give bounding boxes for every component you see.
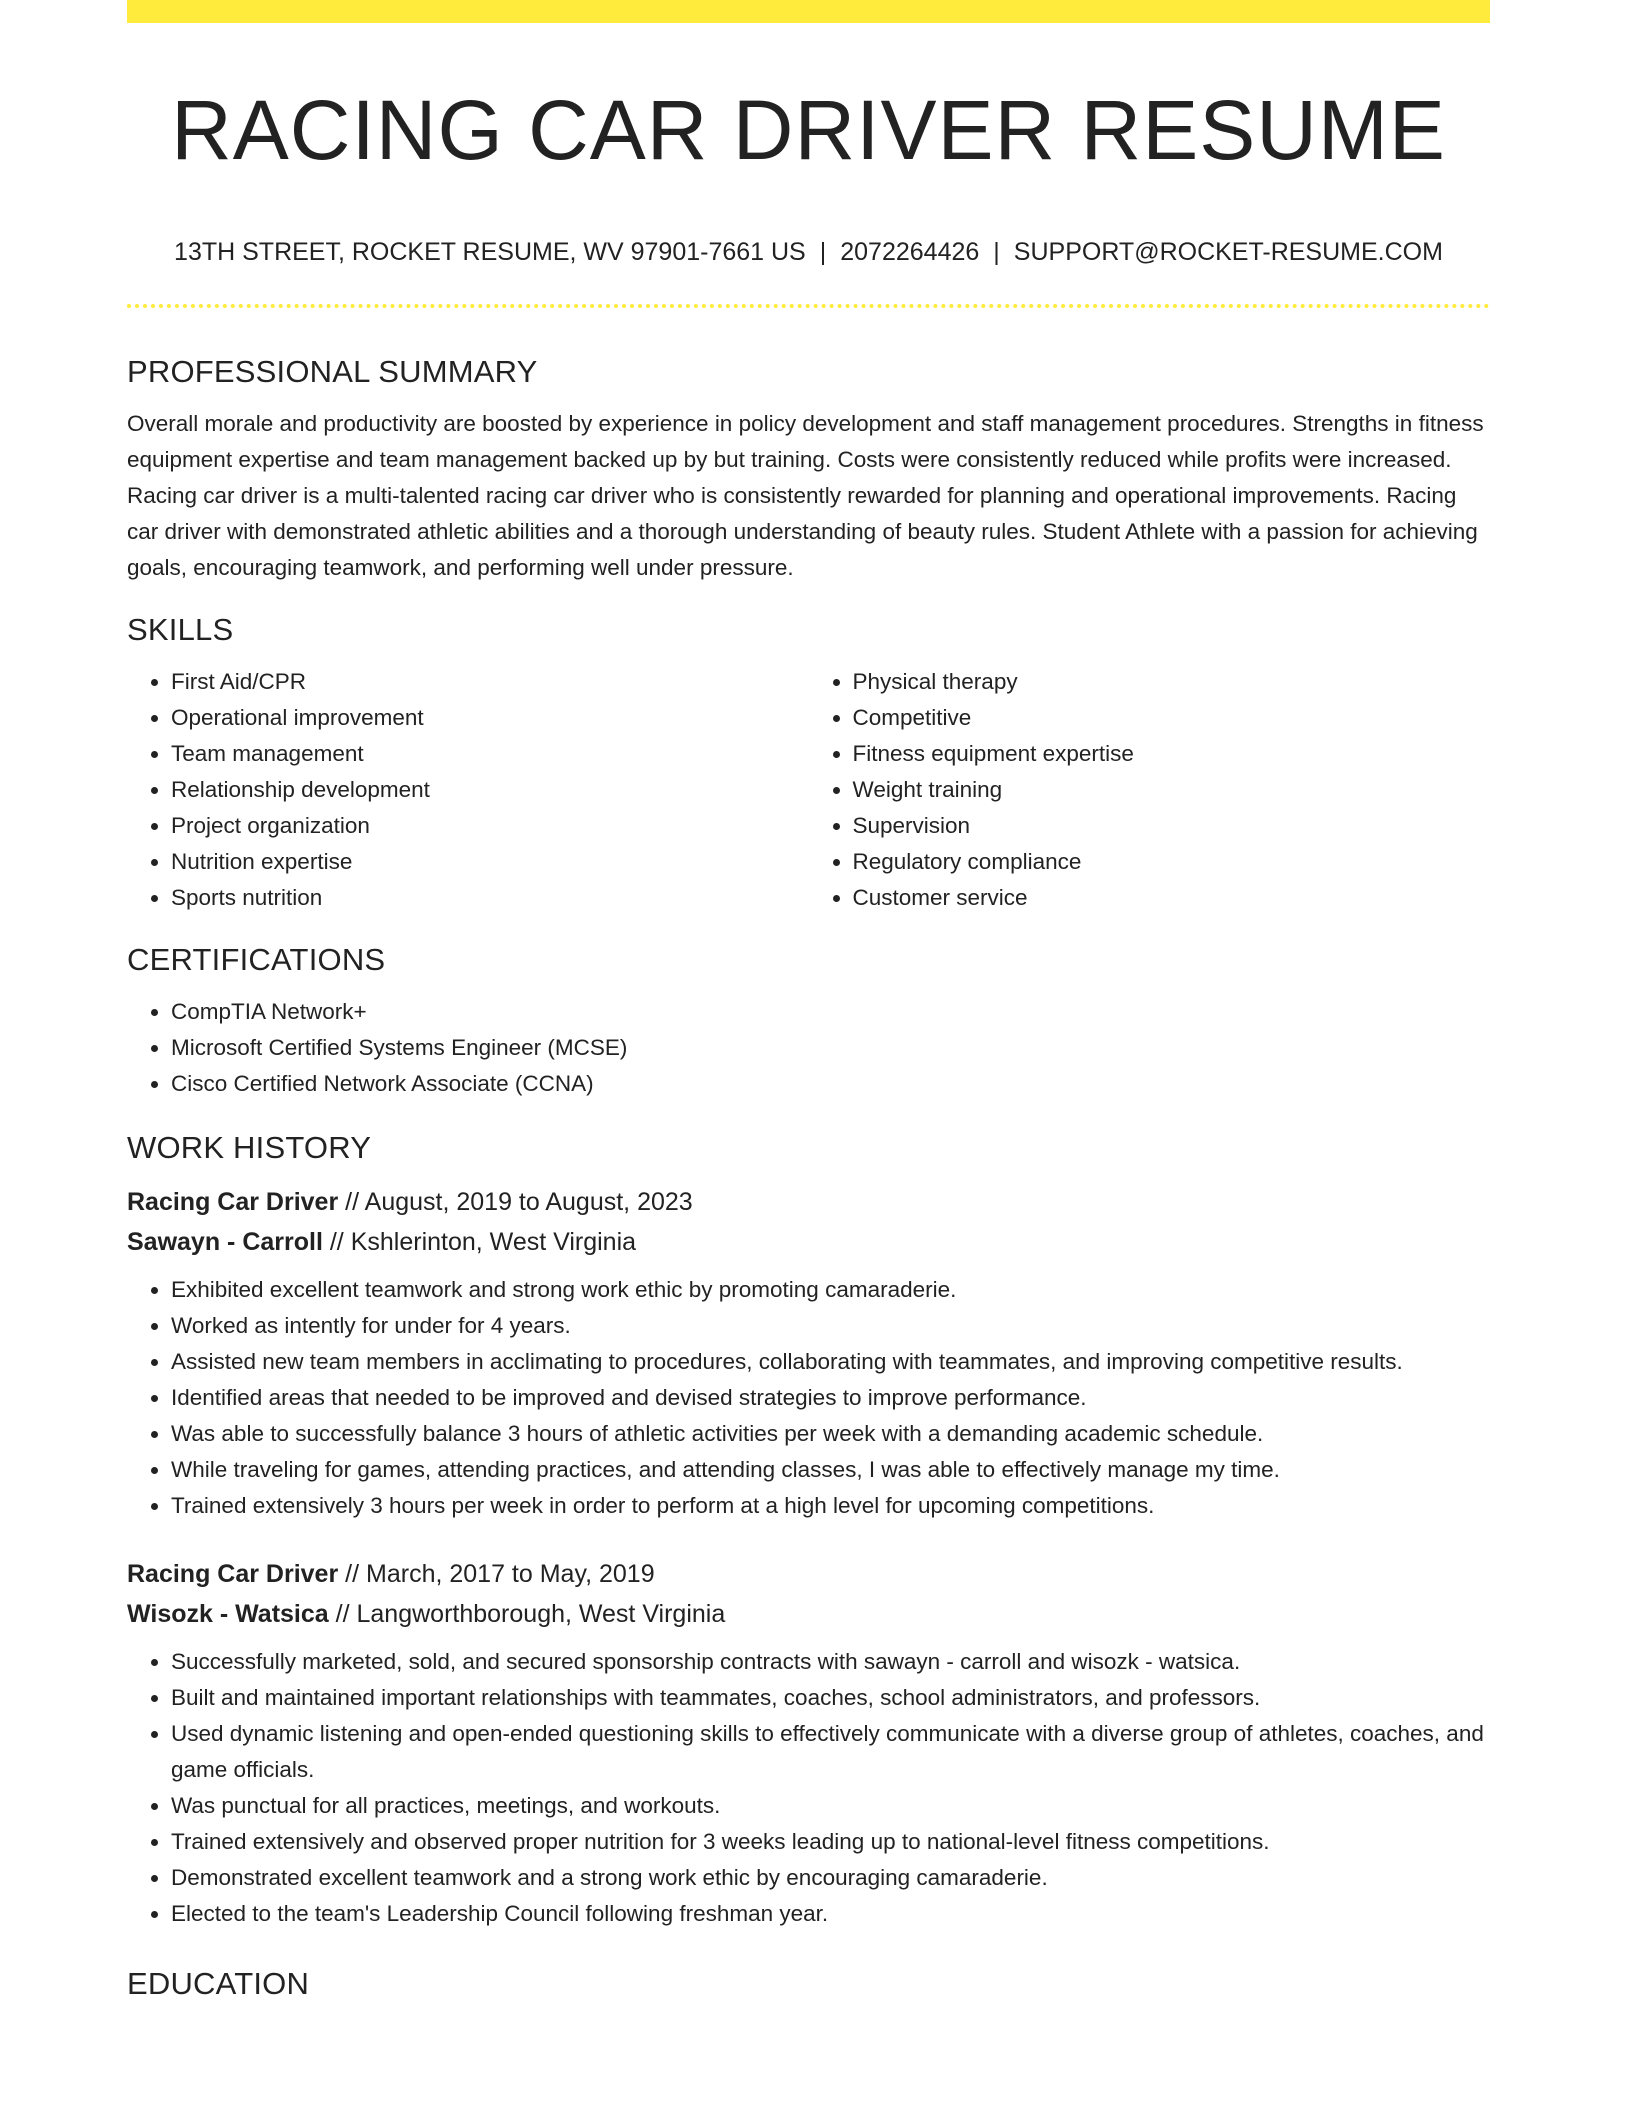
skill-item: • Competitive — [853, 700, 1491, 736]
job-bullet: • Assisted new team members in acclimating to procedures, collaborating with teammates, and improving competitive results. — [171, 1344, 1490, 1380]
skill-item: • Sports nutrition — [171, 880, 809, 916]
certification-item: • CompTIA Network+ — [171, 994, 1490, 1030]
section-heading-skills: SKILLS — [127, 612, 234, 647]
job-role: Racing Car Driver — [127, 1560, 339, 1588]
certification-item: • Microsoft Certified Systems Engineer (MCSE) — [171, 1030, 1490, 1066]
job-bullet: • Identified areas that needed to be improved and devised strategies to improve performance. — [171, 1380, 1490, 1416]
job-company-line — [127, 1594, 1490, 1634]
date-separator: // — [335, 1600, 350, 1628]
job-bullet: • Successfully marketed, sold, and secured sponsorship contracts with sawayn - carroll and wisozk - watsica. — [171, 1644, 1490, 1680]
skill-item: • Weight training — [853, 772, 1491, 808]
skills-section — [127, 608, 1490, 916]
job-bullet: • Used dynamic listening and open-ended questioning skills to effectively communicate with a diverse group of athletes, coaches, and game officials. — [171, 1716, 1490, 1788]
section-heading-work-history: WORK HISTORY — [127, 1130, 372, 1165]
job-bullet: • Demonstrated excellent teamwork and a strong work ethic by encouraging camaraderie. — [171, 1860, 1490, 1896]
contact-address: 13TH STREET, ROCKET RESUME, WV 97901-7661 US — [174, 238, 806, 266]
resume-content — [127, 350, 1490, 2006]
job-bullet: • Built and maintained important relationships with teammates, coaches, school administrators, and professors. — [171, 1680, 1490, 1716]
skill-item: • Supervision — [853, 808, 1491, 844]
job-location: Langworthborough, West Virginia — [356, 1600, 726, 1628]
certifications-list — [127, 994, 1490, 1102]
skill-item: • First Aid/CPR — [171, 664, 809, 700]
top-accent-bar — [127, 0, 1490, 23]
job-role: Racing Car Driver — [127, 1188, 339, 1216]
job-title-line — [127, 1554, 1490, 1594]
skills-list-right — [809, 664, 1491, 916]
skill-item: • Relationship development — [171, 772, 809, 808]
certifications-section — [127, 938, 1490, 1102]
job-bullet: • Was able to successfully balance 3 hours of athletic activities per week with a demanding academic schedule. — [171, 1416, 1490, 1452]
certification-item: • Cisco Certified Network Associate (CCNA) — [171, 1066, 1490, 1102]
job-title-line — [127, 1182, 1490, 1222]
job-bullet: • Elected to the team's Leadership Council following freshman year. — [171, 1896, 1490, 1932]
summary-text: Overall morale and productivity are boosted by experience in policy development and staff management procedures. Strengths in fitness equipment expertise and team management backed up by but training. Costs were consistently reduced while profits were increased. Racing car driver is a multi-talented racing car driver who is consistently rewarded for planning and operational improvements. Racing car driver with demonstrated athletic abilities and a thorough understanding of beauty rules. Student Athlete with a passion for achieving goals, encouraging teamwork, and performing well under pressure. — [127, 411, 1484, 580]
section-heading-education: EDUCATION — [127, 1966, 310, 2001]
education-section — [127, 1962, 1490, 2006]
job-bullet: • While traveling for games, attending practices, and attending classes, I was able to effectively manage my time. — [171, 1452, 1490, 1488]
date-separator: // — [329, 1228, 344, 1256]
date-separator: // — [345, 1560, 360, 1588]
contact-phone[interactable]: 2072264426 — [840, 238, 980, 266]
job-bullets — [127, 1272, 1490, 1524]
contact-separator: | — [993, 238, 1000, 266]
resume-title: RACING CAR DRIVER RESUME — [171, 83, 1446, 177]
contact-separator: | — [819, 238, 827, 266]
work-history-section — [127, 1126, 1490, 1932]
job-company: Sawayn - Carroll — [127, 1228, 323, 1256]
section-heading-summary: PROFESSIONAL SUMMARY — [127, 354, 538, 389]
job-bullet: • Was punctual for all practices, meetings, and workouts. — [171, 1788, 1490, 1824]
skill-item: • Customer service — [853, 880, 1491, 916]
skill-item: • Project organization — [171, 808, 809, 844]
date-separator: // — [345, 1188, 360, 1216]
skill-item: • Fitness equipment expertise — [853, 736, 1491, 772]
job-bullet: • Exhibited excellent teamwork and strong work ethic by promoting camaraderie. — [171, 1272, 1490, 1308]
job-bullets — [127, 1644, 1490, 1932]
job-entry — [127, 1554, 1490, 1932]
job-company: Wisozk - Watsica — [127, 1600, 329, 1628]
skill-item: • Regulatory compliance — [853, 844, 1491, 880]
section-heading-certifications: CERTIFICATIONS — [127, 942, 386, 977]
contact-email[interactable]: SUPPORT@ROCKET-RESUME.COM — [1013, 238, 1443, 266]
skill-item: • Operational improvement — [171, 700, 809, 736]
job-bullet: • Worked as intently for under for 4 years. — [171, 1308, 1490, 1344]
professional-summary-section — [127, 350, 1490, 586]
job-bullet: • Trained extensively 3 hours per week in order to perform at a high level for upcoming competitions. — [171, 1488, 1490, 1524]
job-bullet: • Trained extensively and observed proper nutrition for 3 weeks leading up to national-level fitness competitions. — [171, 1824, 1490, 1860]
skill-item: • Team management — [171, 736, 809, 772]
skill-item: • Physical therapy — [853, 664, 1491, 700]
job-dates: August, 2019 to August, 2023 — [364, 1188, 693, 1216]
dotted-divider — [127, 304, 1490, 308]
skills-list-left — [127, 664, 809, 916]
job-dates: March, 2017 to May, 2019 — [366, 1560, 655, 1588]
skills-columns — [127, 664, 1490, 916]
contact-line — [127, 236, 1490, 268]
job-entry — [127, 1182, 1490, 1524]
job-company-line — [127, 1222, 1490, 1262]
job-location: Kshlerinton, West Virginia — [350, 1228, 637, 1256]
skill-item: • Nutrition expertise — [171, 844, 809, 880]
